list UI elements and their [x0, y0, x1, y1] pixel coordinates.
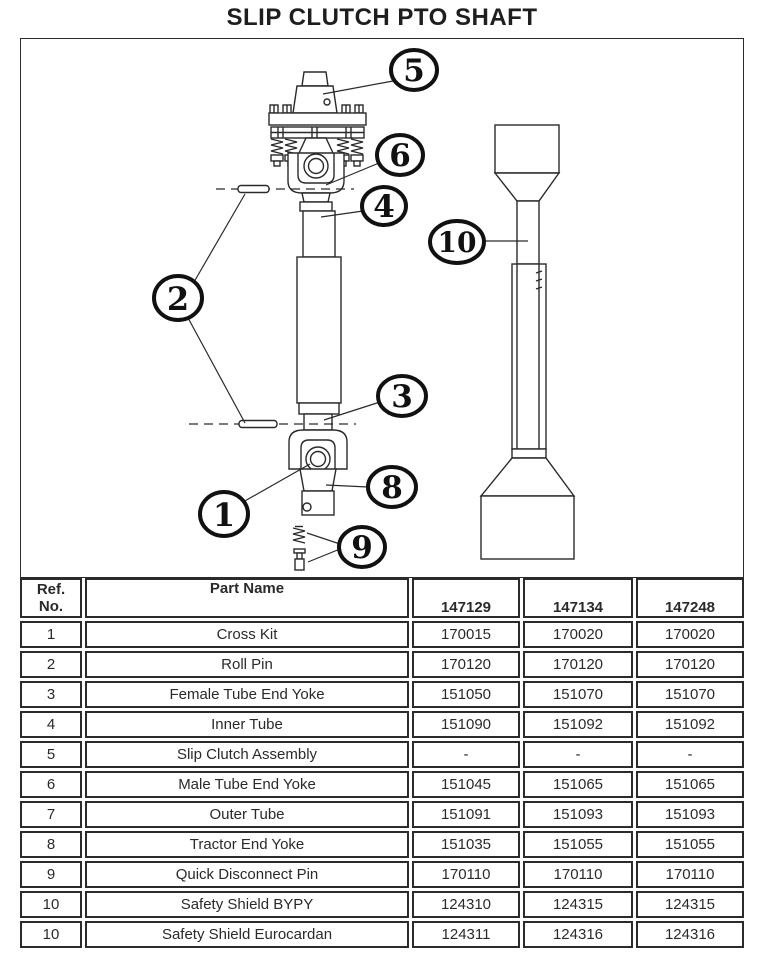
table-row — [20, 621, 744, 648]
ref-cell: 4 — [20, 711, 82, 738]
part-number-cell: - — [412, 741, 520, 768]
ref-cell: 5 — [20, 741, 82, 768]
part-number-cell: 124315 — [523, 891, 633, 918]
part-number-cell: 151092 — [523, 711, 633, 738]
parts-table — [17, 575, 747, 951]
part-name-cell: Outer Tube — [85, 801, 409, 828]
part-number-cell: 170120 — [412, 651, 520, 678]
ref-header-line1: Ref. — [36, 581, 66, 598]
part-number-cell: 151091 — [412, 801, 520, 828]
part-number-cell: - — [636, 741, 744, 768]
part-name-cell: Safety Shield Eurocardan — [85, 921, 409, 948]
part-number-cell: 170120 — [636, 651, 744, 678]
part-number-cell: 170020 — [636, 621, 744, 648]
quick-disconnect-pin-drawing — [293, 527, 305, 571]
page-title: SLIP CLUTCH PTO SHAFT — [226, 4, 538, 31]
part-name-cell: Safety Shield BYPY — [85, 891, 409, 918]
svg-text:3: 3 — [391, 379, 413, 415]
part-number-cell: 151050 — [412, 681, 520, 708]
callout-4 — [362, 187, 406, 225]
ref-cell: 9 — [20, 861, 82, 888]
part-number-cell: 170020 — [523, 621, 633, 648]
outer-tube-drawing — [297, 257, 341, 403]
male-tube-end-yoke-drawing — [288, 153, 344, 211]
ref-cell: 8 — [20, 831, 82, 858]
table-row — [20, 861, 744, 888]
part-number-cell: 124316 — [636, 921, 744, 948]
callout-10 — [430, 221, 484, 263]
part-number-cell: 170110 — [412, 861, 520, 888]
table-row — [20, 921, 744, 948]
tractor-end-yoke-drawing — [300, 469, 336, 515]
roll-pin-upper — [238, 186, 269, 193]
svg-text:10: 10 — [437, 226, 477, 259]
svg-text:9: 9 — [351, 530, 373, 566]
ref-cell: 10 — [20, 921, 82, 948]
part-number-cell: 151065 — [636, 771, 744, 798]
cross-kit-drawing — [306, 447, 330, 471]
table-row — [20, 711, 744, 738]
part-number-cell: 124316 — [523, 921, 633, 948]
part-number-cell: 151093 — [636, 801, 744, 828]
col-header-model-147129: 147129 — [412, 578, 520, 618]
table-row — [20, 801, 744, 828]
table-header-row — [20, 578, 744, 618]
part-name-cell: Female Tube End Yoke — [85, 681, 409, 708]
part-name-cell: Roll Pin — [85, 651, 409, 678]
callout-3 — [378, 376, 426, 416]
table-row — [20, 741, 744, 768]
callout-2 — [154, 276, 202, 320]
col-header-ref-no — [20, 578, 82, 618]
svg-text:8: 8 — [381, 470, 403, 506]
part-name-cell: Tractor End Yoke — [85, 831, 409, 858]
col-header-part-name: Part Name — [85, 578, 409, 618]
table-row — [20, 771, 744, 798]
part-number-cell: 170120 — [523, 651, 633, 678]
ref-cell: 10 — [20, 891, 82, 918]
part-number-cell: 151055 — [636, 831, 744, 858]
diagram-frame — [20, 38, 744, 578]
part-number-cell: 151070 — [523, 681, 633, 708]
part-number-cell: 151065 — [523, 771, 633, 798]
svg-text:6: 6 — [389, 138, 411, 174]
callout-1 — [200, 492, 248, 536]
table-row — [20, 681, 744, 708]
part-number-cell: 151092 — [636, 711, 744, 738]
col-header-model-147134: 147134 — [523, 578, 633, 618]
part-number-cell: 151093 — [523, 801, 633, 828]
part-number-cell: 170110 — [636, 861, 744, 888]
inner-tube-drawing — [303, 211, 335, 257]
table-row — [20, 891, 744, 918]
part-number-cell: 170110 — [523, 861, 633, 888]
col-header-model-147248: 147248 — [636, 578, 744, 618]
part-number-cell: 124310 — [412, 891, 520, 918]
part-number-cell: 151055 — [523, 831, 633, 858]
part-name-cell: Male Tube End Yoke — [85, 771, 409, 798]
ref-cell: 7 — [20, 801, 82, 828]
part-number-cell: 151035 — [412, 831, 520, 858]
safety-shield-drawing — [481, 125, 574, 559]
part-number-cell: 170015 — [412, 621, 520, 648]
callout-5 — [391, 50, 437, 90]
ref-cell: 1 — [20, 621, 82, 648]
part-name-cell: Slip Clutch Assembly — [85, 741, 409, 768]
ref-cell: 2 — [20, 651, 82, 678]
callout-6 — [377, 135, 423, 175]
callout-8 — [368, 467, 416, 507]
part-number-cell: 151090 — [412, 711, 520, 738]
table-row — [20, 651, 744, 678]
part-number-cell: 151070 — [636, 681, 744, 708]
part-number-cell: 124315 — [636, 891, 744, 918]
callout-9 — [339, 527, 385, 567]
slip-clutch-assembly-drawing — [269, 72, 366, 166]
part-number-cell: - — [523, 741, 633, 768]
svg-text:5: 5 — [403, 53, 425, 89]
part-name-cell: Inner Tube — [85, 711, 409, 738]
part-name-cell: Quick Disconnect Pin — [85, 861, 409, 888]
svg-text:1: 1 — [212, 496, 236, 534]
ref-cell: 3 — [20, 681, 82, 708]
ref-cell: 6 — [20, 771, 82, 798]
pto-shaft-exploded-diagram — [21, 39, 743, 577]
svg-text:2: 2 — [166, 280, 190, 318]
part-name-cell: Cross Kit — [85, 621, 409, 648]
svg-text:4: 4 — [373, 189, 395, 225]
ref-header-line2: No. — [38, 598, 64, 615]
part-number-cell: 124311 — [412, 921, 520, 948]
table-row — [20, 831, 744, 858]
part-number-cell: 151045 — [412, 771, 520, 798]
